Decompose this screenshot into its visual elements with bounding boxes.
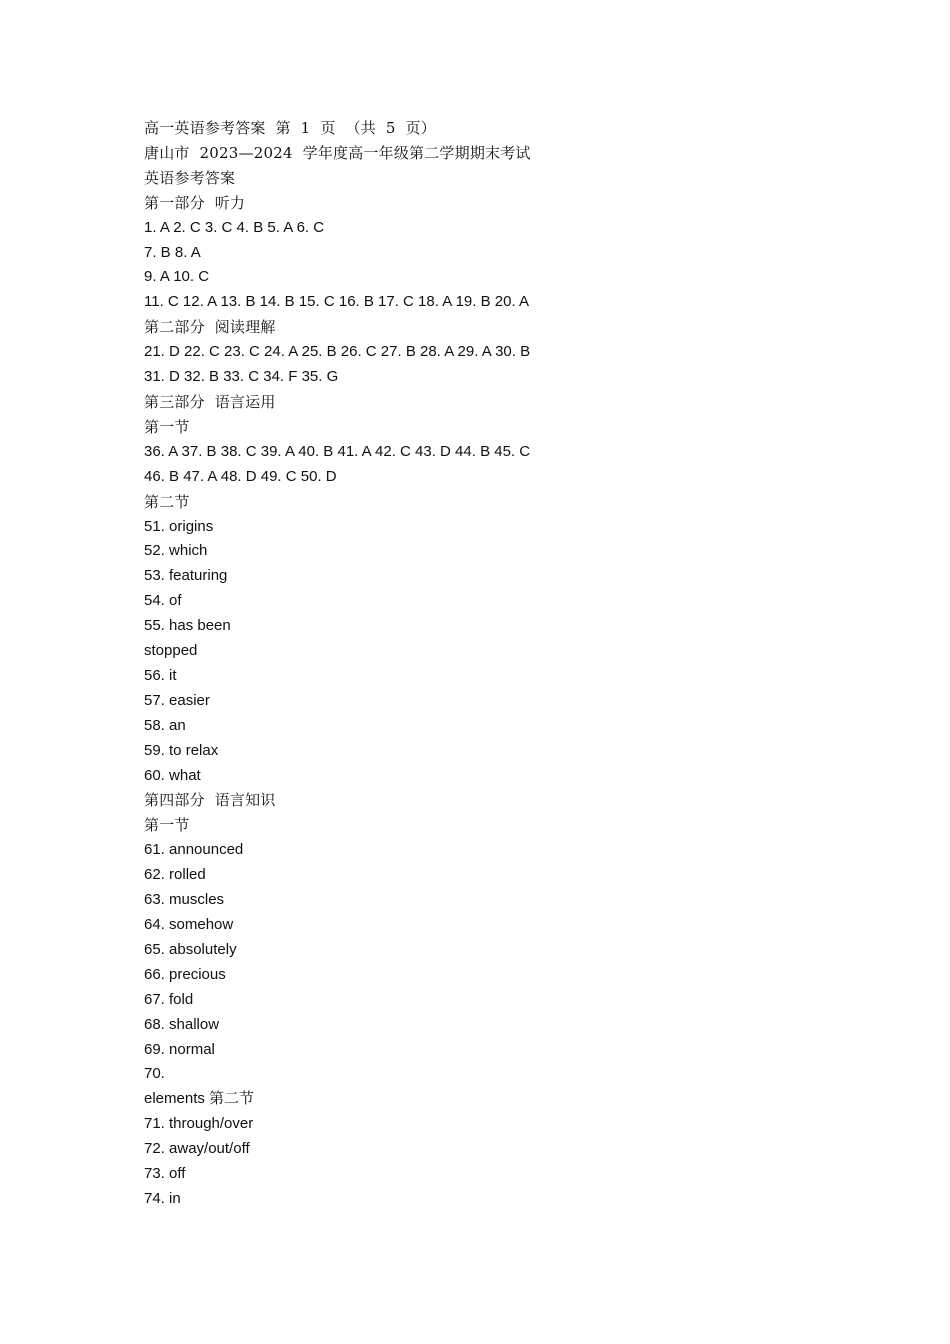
document-line: 59. to relax bbox=[144, 741, 219, 759]
document-line: 9. A 10. C bbox=[144, 268, 210, 286]
document-line: 66. precious bbox=[144, 965, 226, 983]
document-line: 53. featuring bbox=[144, 567, 228, 585]
document-line: 67. fold bbox=[144, 990, 194, 1008]
document-line: 57. easier bbox=[144, 691, 210, 709]
document-line: 第一部分 听力 bbox=[144, 193, 246, 212]
document-line: 31. D 32. B 33. C 34. F 35. G bbox=[144, 368, 339, 386]
document-line: 第二节 bbox=[144, 492, 190, 511]
document-line: 74. in bbox=[144, 1189, 181, 1207]
document-line: 72. away/out/off bbox=[144, 1140, 250, 1158]
document-line: 63. muscles bbox=[144, 891, 225, 909]
document-line: 英语参考答案 bbox=[144, 168, 236, 187]
document-line: 58. an bbox=[144, 716, 186, 734]
document-line: 65. absolutely bbox=[144, 940, 237, 958]
document-content bbox=[144, 116, 844, 1212]
document-line: stopped bbox=[144, 642, 198, 660]
document-line: 54. of bbox=[144, 592, 182, 610]
document-line: 21. D 22. C 23. C 24. A 25. B 26. C 27. B 28. A 29. A 30. B bbox=[144, 343, 531, 361]
document-line: 73. off bbox=[144, 1165, 186, 1183]
document-line: 69. normal bbox=[144, 1040, 215, 1058]
document-line: 第一节 bbox=[144, 417, 190, 436]
document-line: 70. bbox=[144, 1065, 165, 1083]
document-line: 7. B 8. A bbox=[144, 243, 201, 261]
document-line: 46. B 47. A 48. D 49. C 50. D bbox=[144, 467, 337, 485]
document-line: 60. what bbox=[144, 766, 201, 784]
document-line: 第三部分 语言运用 bbox=[144, 392, 276, 411]
document-line: 51. origins bbox=[144, 517, 214, 535]
document-line: 71. through/over bbox=[144, 1115, 254, 1133]
document-line: 55. has been bbox=[144, 617, 231, 635]
document-line: 36. A 37. B 38. C 39. A 40. B 41. A 42. C 43. D 44. B 45. C bbox=[144, 442, 531, 460]
document-line: 11. C 12. A 13. B 14. B 15. C 16. B 17. C 18. A 19. B 20. A bbox=[144, 293, 529, 311]
document-line: 52. which bbox=[144, 542, 208, 560]
document-line: 64. somehow bbox=[144, 916, 234, 933]
document-line: 第一节 bbox=[144, 816, 190, 835]
document-line: 56. it bbox=[144, 666, 177, 684]
document-line: 68. shallow bbox=[144, 1015, 220, 1033]
document-line: 61. announced bbox=[144, 841, 244, 859]
document-line: 62. rolled bbox=[144, 866, 206, 884]
document-line: 第二部分 阅读理解 bbox=[144, 318, 276, 337]
document-line: elements 第二节 bbox=[144, 1090, 255, 1108]
document-line: 高一英语参考答案 第 1 页 （共 5 页） bbox=[144, 119, 436, 137]
document-line: 唐山市 2023—2024 学年度高一年级第二学期期末考试 bbox=[144, 143, 531, 162]
document-line: 1. A 2. C 3. C 4. B 5. A 6. C bbox=[144, 218, 325, 236]
document-line: 第四部分 语言知识 bbox=[144, 791, 276, 810]
